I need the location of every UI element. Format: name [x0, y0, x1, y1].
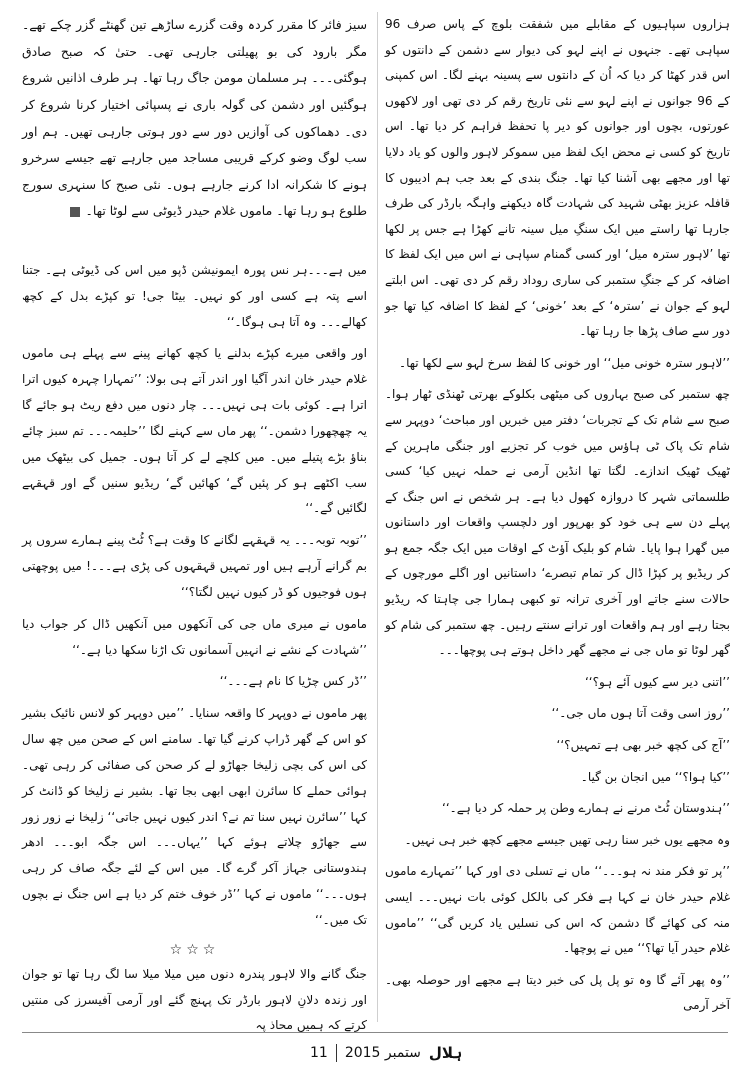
footer-separator: [336, 1044, 337, 1062]
page-number: 11: [310, 1045, 328, 1061]
right-paragraph-3: چھ ستمبر کی صبح بہاروں کی میٹھی بکلوکے بھرتی ٹھنڈی ٹھار ہوا۔ صبح سے شام تک کے تجربات‘ دفتر میں خبریں اور مباحث‘ دوپہر سے شام تک پاک ٹی ہاؤس میں خوب کر تجزیے اور جنگی ماہرین کے ٹھیک ٹھیک اندازے۔ لگتا تھا انڈین آرمی نے حملہ نہیں کیا‘ کسی طلسماتی شہر کا دروازہ کھول دیا ہے۔ ہر شخص نے اس جنگ کے پہلے دن سے ہی خود کو بھرپور اور دلچسپ واقعات اور داستانوں میں گھرا ہوا پایا۔ شام کو بلیک آؤٹ کے اوقات میں ایک جگہ جمع ہو کر ریڈیو پر کپڑا ڈال کر تمام تبصرے‘ داستانیں اور اگلے مورچوں کے حالات سنے جاتے اور آخری ترانہ تو کبھی ہمارا جی چاہتا کہ ریڈیو بجتا رہے اور ہم واقعات اور ترانے سنتے رہیں۔ چھ ستمبر کی شام کو گھر لوٹا تو ماں جی نے مجھے گھر داخل ہوتے ہی پوچھا۔۔۔: [385, 387, 730, 658]
right-paragraph-2: ’’لاہور سترہ خونی میل‘‘ اور خونی کا لفظ سرخ لہو سے لکھا تھا۔: [399, 355, 730, 370]
right-column: [385, 12, 730, 1022]
right-paragraph-9: وہ مجھے یوں خبر سنا رہی تھیں جیسے مجھے کچھ خبر ہی نہیں۔: [404, 832, 730, 847]
left-top-paragraph: [22, 12, 367, 225]
issue-date: ستمبر 2015: [344, 1045, 421, 1061]
right-paragraph-8: ’’ہندوستان ٹُٹ مرنے نے ہمارے وطن پر حملہ کر دیا ہے۔‘‘: [442, 801, 730, 816]
right-paragraph-1: ہزاروں سپاہیوں کے مقابلے میں شفقت بلوچ کے پاس صرف 96 سپاہی تھے۔ جنہوں نے اپنے لہو کی دیوار سے دشمن کے دانتوں کو اس قدر کھٹا کر دیا کہ اُن کے دانتوں سے پسینہ بہنے لگا۔ اس کمپنی کے 96 جوانوں نے اپنے لہو سے نئی تاریخ رقم کر دی تھی اور لاکھوں عورتوں، بچوں اور جوانوں کو دیر پا تحفظ فراہم کر دیا تھا۔ اس تاریخ کو کسی نے محض ایک لفظ میں سموکر لاہور والوں کو یاد دلایا تھا اور مجھے بھی آشنا کیا تھا۔ جنگ بندی کے بعد جب ہم ادیبوں کا قافلہ عزیز بھٹی شہید کی شہادت گاہ دیکھنے واہگہ بارڈر کی طرف جارہا تھا راستے میں ایک سنگِ میل سینہ تانے کھڑا ہے جس پر لکھا تھا ’لاہور سترہ میل‘ اور کسی گمنام سپاہی نے اس میں ایک لفظ کا اضافہ کر کے جنگِ ستمبر کی ساری روداد رقم کر دی تھی۔ اس ابلتے لہو کے جوان نے ’سترہ‘ کے بعد ’خونی‘ کے لفظ کا اضافہ کیا تھا جو دور سے صاف پڑھا جا رہا تھا۔: [385, 17, 730, 339]
left-top-text: سیز فائر کا مقرر کردہ وقت گزرے ساڑھے تین گھنٹے گزر چکے تھے۔ مگر بارود کی بو پھیلتی جارہی تھی۔ حتیٰ کہ صبح صادق ہوگئی۔۔۔ ہر مسلمان مومن جاگ رہا تھا۔ ہر طرف اذانیں شروع ہوگئیں اور دشمن کی گولہ باری نے پسپائی اختیار کرنا شروع کر دی۔ دھماکوں کی آوازیں دور سے دور ہوتی جارہی تھیں۔ ہم اور سب لوگ وضو کرکے قریبی مساجد میں جارہے تھے جیسے سرخرو ہونے کا شکرانہ ادا کرنے جارہے ہوں۔ نئی صبح کا سنہری سورج طلوع ہو رہا تھا۔ ماموں غلام حیدر ڈیوٹی سے لوٹا تھا۔: [22, 17, 367, 219]
left-column: [22, 258, 367, 1048]
page-footer: [310, 1044, 462, 1062]
right-paragraph-7: ’’کیا ہوا؟‘‘ میں انجان بن گیا۔: [580, 769, 730, 784]
left-paragraph-6: پھر ماموں نے دوپہر کا واقعہ سنایا۔ ’’میں دوپہر کو لانس نائیک بشیر کو اس کے گھر ڈراپ کرنے گیا تھا۔ سامنے اس کے صحن میں چھ سال کی اس کی بچی زلیخا جھاڑو لے کر صحن کی صفائی کر رہی تھی۔ ہوائی حملے کا سائرن ابھی ابھی بجا تھا۔ بشیر نے زلیخا کو ڈانٹ کر کہا ’’سائرن نہیں سنا تم نے؟ اندر کیوں نہیں جاتی‘‘ زلیخا نے زور زور سے جھاڑو چلاتے ہوئے کہا ’’یہاں۔۔۔ اس جگہ ابو۔۔۔ ادھر ہندوستانی جہاز آکر گرے گا۔ میں اس کے لئے جگہ صاف کر رہی ہوں۔۔۔‘‘ ماموں نے کہا ’’ڈر خوف ختم کر دیا ہے اس جنگ نے بچوں تک میں۔‘‘: [22, 706, 367, 927]
right-paragraph-11: ’’وہ پھر آئے گا وہ تو پل پل کی خبر دیتا ہے مجھے اور حوصلہ بھی۔ آخر آرمی: [385, 972, 730, 1013]
footer-rule: [22, 1032, 728, 1033]
left-paragraph-3: ’’توبہ توبہ۔۔۔ یہ قہقہے لگانے کا وقت ہے؟ ٹُٹ پینے ہمارے سروں پر بم گرانے آرہے ہیں اور تمہیں قہقہوں کی پڑی ہے۔۔۔! میں پوچھتی ہوں فوجیوں کو ڈر کیوں نہیں لگتا؟‘‘: [22, 533, 367, 599]
right-paragraph-5: ’’روز اسی وقت آتا ہوں ماں جی۔‘‘: [551, 706, 730, 721]
right-paragraph-4: ’’اتنی دیر سے کیوں آئے ہو؟‘‘: [584, 674, 730, 689]
right-paragraph-6: ’’آج کی کچھ خبر بھی ہے تمہیں؟‘‘: [556, 738, 730, 753]
magazine-name: ہلال: [428, 1044, 463, 1062]
column-divider: [377, 12, 378, 1022]
left-paragraph-5: ’’ڈر کس چڑیا کا نام ہے۔۔۔‘‘: [219, 674, 367, 689]
left-paragraph-1: میں ہے۔۔۔ہر نس پورہ ایمونیشن ڈپو میں اس کی ڈیوٹی ہے۔ جتنا اسے پتہ ہے کسی اور کو نہیں۔ بیٹا جی! تو کپڑے بدل کے کچھ کھالے۔۔۔ وہ آتا ہی ہوگا۔‘‘: [22, 263, 367, 329]
right-paragraph-10: ’’پر تو فکر مند نہ ہو۔۔۔‘‘ ماں نے تسلی دی اور کہا ’’تمہارے ماموں غلام حیدر خان نے کہا ہے فکر کی بالکل کوئی بات نہیں۔۔۔ ایسی منہ کی کھائے گا دشمن کہ اس کی نسلیں یاد کریں گی‘‘ ’’ماموں غلام حیدر آیا تھا؟‘‘ میں نے پوچھا۔: [385, 864, 730, 956]
left-paragraph-4: ماموں نے میری ماں جی کی آنکھوں میں آنکھیں ڈال کر جواب دیا ’’شہادت کے نشے نے انہیں آسمانوں تک اڑنا سکھا دیا ہے۔‘‘: [22, 616, 367, 657]
closing-paragraph: جنگ گانے والا لاہور پندرہ دنوں میں میلا میلا سا لگ رہا تھا تو جوان اور زندہ دلانِ لاہور بارڈر تک پہنچ گئے اور آرمی آفیسرز کی منتیں کرتے کہ ہمیں محاذ پہ: [22, 966, 367, 1033]
left-paragraph-2: اور واقعی میرے کپڑے بدلنے یا کچھ کھانے پینے سے پہلے ہی ماموں غلام حیدر خان اندر آگیا اور اندر آتے ہی بولا: ’’تمہارا چہرہ کیوں اترا اترا ہے۔ کوئی بات ہی نہیں۔۔۔ چار دنوں میں دفع ریٹ ہو جائے گا یہ چھچھورا دشمن۔‘‘ پھر ماں سے کہنے لگا ’’حلیمہ۔۔۔ تم سبز چائے بناؤ بڑے پتیلے میں۔ میں کلچے لے کر آتا ہوں۔ جمیل کی بیٹھک میں سب اکٹھے ہو کر پئیں گے‘ کھائیں گے‘ ریڈیو سنیں گے اور قہقہے لگائیں گے۔‘‘: [22, 346, 367, 516]
end-of-section-mark: [70, 207, 80, 217]
section-stars: ☆☆☆: [169, 941, 220, 958]
left-top-block: [22, 12, 367, 252]
